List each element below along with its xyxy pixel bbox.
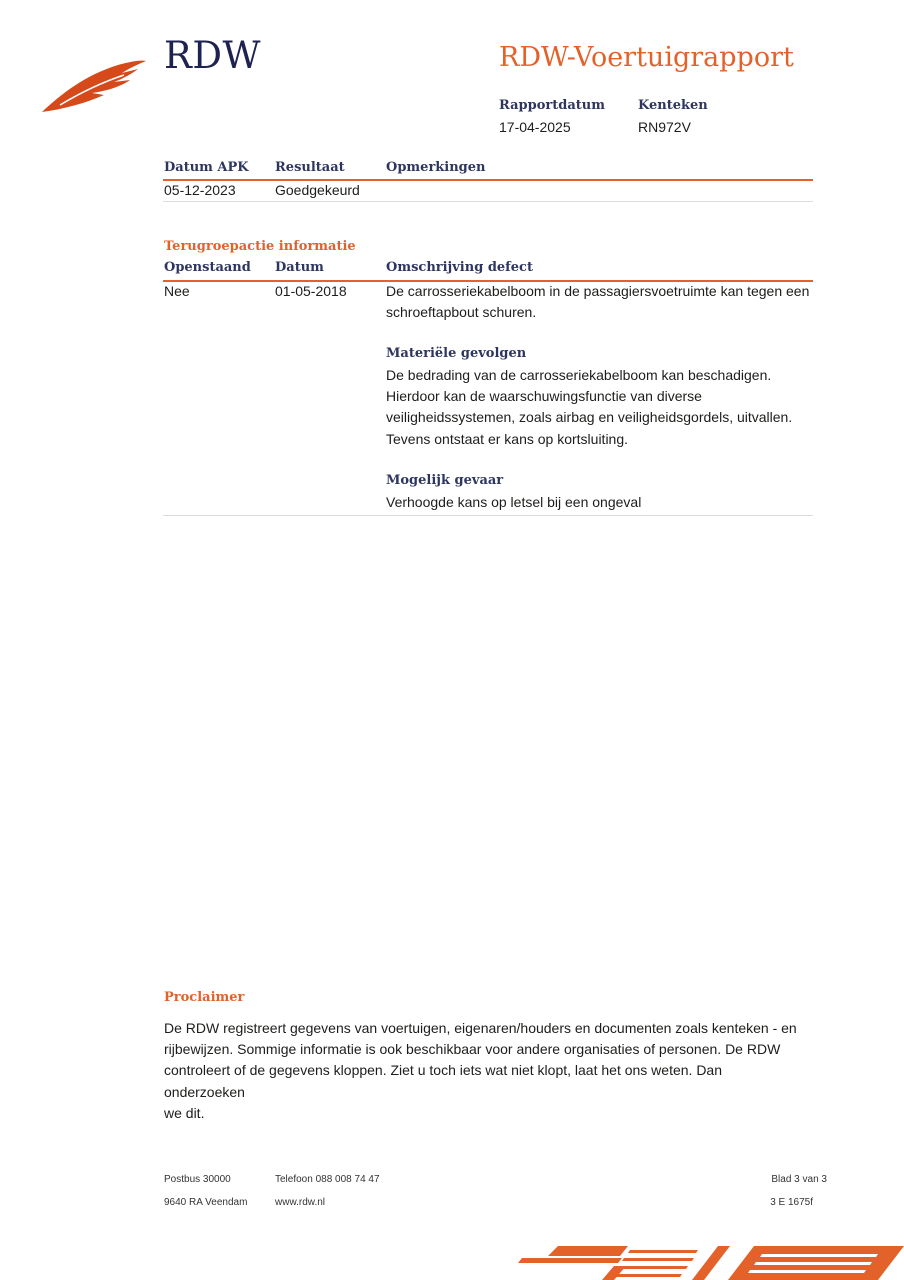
- footer-postbus: Postbus 30000: [164, 1174, 231, 1185]
- defect-line: De carrosseriekabelboom in de passagiersvoetruimte kan tegen een: [386, 283, 810, 299]
- recall-header-defect: Omschrijving defect: [386, 260, 533, 275]
- consequences-line: Tevens ontstaat er kans op kortsluiting.: [386, 430, 629, 447]
- proclaimer-line: De RDW registreert gegevens van voertuigen, eigenaren/houders en documenten zoals kenteken - en: [164, 1020, 797, 1036]
- plate-label: Kenteken: [638, 98, 708, 113]
- report-date-value: 17-04-2025: [499, 119, 571, 135]
- recall-header-date: Datum: [275, 260, 324, 275]
- apk-result-cell: Goedgekeurd: [275, 182, 360, 198]
- danger-text: [386, 492, 641, 513]
- footer-city: 9640 RA Veendam: [164, 1197, 248, 1208]
- footer-code: 3 E 1675f: [770, 1197, 813, 1208]
- proclaimer-line: controleert of de gegevens kloppen. Ziet u toch iets wat niet klopt, laat het ons weten. Dan onderzoeken: [164, 1062, 723, 1100]
- apk-header-result: Resultaat: [275, 160, 345, 175]
- danger-line: Verhoogde kans op letsel bij een ongeval: [386, 494, 642, 510]
- proclaimer-title: Proclaimer: [164, 990, 245, 1005]
- footer-website[interactable]: www.rdw.nl: [275, 1197, 326, 1208]
- proclaimer-line: we dit.: [164, 1104, 205, 1121]
- defect-line: schroeftapbout schuren.: [386, 304, 537, 321]
- apk-date-cell: 05-12-2023: [164, 182, 236, 198]
- stripes-icon: [518, 1244, 904, 1280]
- consequences-line: Hierdoor kan de waarschuwingsfunctie van diverse: [386, 388, 702, 405]
- recall-header-open: Openstaand: [164, 260, 251, 275]
- apk-header-date: Datum APK: [164, 160, 249, 175]
- recall-open-cell: Nee: [164, 283, 190, 299]
- footer-page: Blad 3 van 3: [771, 1174, 827, 1185]
- recall-title: Terugroepactie informatie: [164, 239, 356, 254]
- consequences-line: De bedrading van de carrosseriekabelboom kan beschadigen.: [386, 367, 772, 383]
- apk-header-rule: [163, 179, 813, 181]
- danger-heading: Mogelijk gevaar: [386, 473, 504, 488]
- report-title: RDW-Voertuigrapport: [499, 42, 794, 73]
- report-date-label: Rapportdatum: [499, 98, 605, 113]
- brand-name: RDW: [164, 34, 262, 77]
- proclaimer-text: [164, 1018, 804, 1124]
- recall-row-rule: [163, 515, 813, 516]
- proclaimer-line: rijbewijzen. Sommige informatie is ook beschikbaar voor andere organisaties of personen. De RDW: [164, 1041, 781, 1058]
- rdw-feather-icon: [40, 55, 150, 115]
- consequences-text: [386, 365, 792, 450]
- footer-phone: Telefoon 088 008 74 47: [275, 1174, 380, 1185]
- apk-header-remarks: Opmerkingen: [386, 160, 486, 175]
- recall-date-cell: 01-05-2018: [275, 283, 347, 299]
- defect-description: [386, 281, 809, 323]
- consequences-heading: Materiële gevolgen: [386, 346, 527, 361]
- apk-row-rule: [163, 201, 813, 202]
- plate-value: RN972V: [638, 119, 691, 135]
- consequences-line: veiligheidssystemen, zoals airbag en veiligheidsgordels, uitvallen.: [386, 409, 793, 426]
